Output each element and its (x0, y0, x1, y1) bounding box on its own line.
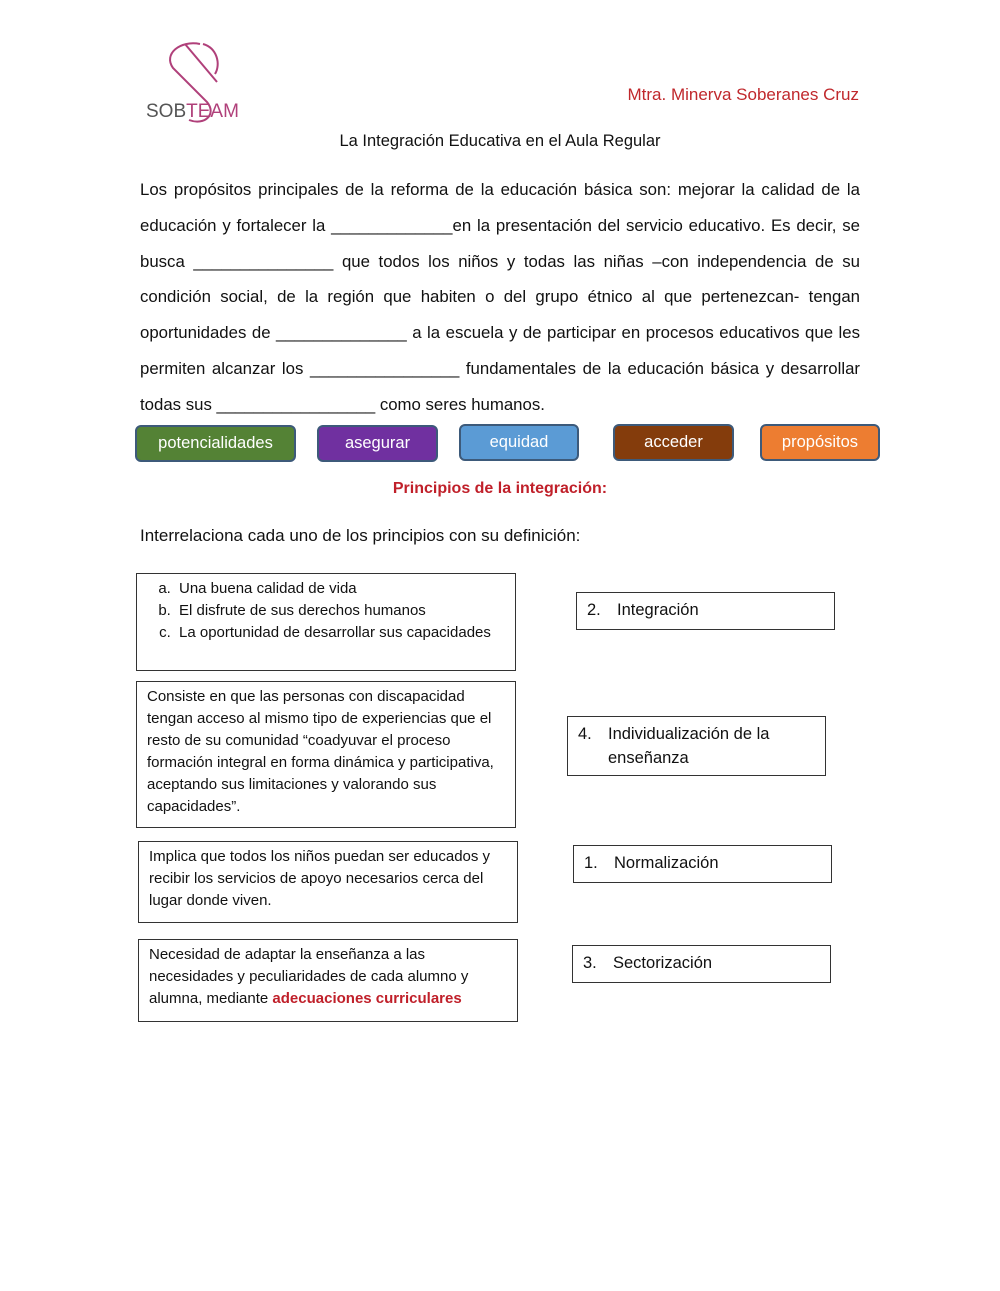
definition-box-1[interactable] (136, 573, 516, 671)
logo-text (146, 101, 239, 123)
word-chip-propositos[interactable]: propósitos (760, 424, 880, 461)
definition-text: Consiste en que las personas con discapacidad tengan acceso al mismo tipo de experiencias que el resto de su comunidad “coadyuvar el proceso formación integral en forma dinámica y participativa, aceptando sus limitaciones y valorando sus capacidades”. (147, 688, 494, 815)
word-chip-acceder[interactable]: acceder (613, 424, 734, 461)
principle-label: Normalización (614, 854, 719, 872)
principle-box-integracion[interactable] (576, 592, 835, 630)
principle-number: 4. (578, 725, 592, 743)
definition-box-2[interactable] (136, 681, 516, 828)
principle-label: Sectorización (613, 954, 713, 972)
instruction-text: Interrelaciona cada uno de los principios con su definición: (140, 526, 581, 545)
page-title: La Integración Educativa en el Aula Regular (339, 132, 661, 150)
definition-box-3[interactable] (138, 841, 518, 923)
principle-number: 1. (584, 854, 598, 872)
fill-blank-paragraph[interactable] (140, 172, 860, 423)
principle-box-individualizacion[interactable] (567, 716, 826, 776)
logo-text-a: SOB (146, 101, 187, 122)
definition-box-4[interactable] (138, 939, 518, 1022)
principle-box-sectorizacion[interactable] (572, 945, 831, 983)
definition-item: a. Una buena calidad de vida (175, 578, 505, 600)
definition-item: c. La oportunidad de desarrollar sus capacidades (175, 622, 505, 644)
highlight-text: adecuaciones curriculares (272, 990, 462, 1007)
principle-label: Integración (617, 601, 699, 619)
principle-label: Individualización de la enseñanza (608, 725, 770, 767)
logo-text-b: TEAM (186, 101, 239, 122)
paragraph-text: Los propósitos principales de la reforma de la educación básica son: mejorar la calidad de la educación y fortalecer la _____________en la presentación del servicio educativo. Es decir, se busca _______________ que todos los niños y todas las niñas –con independencia de su condición social, de la región que habiten o del grupo étnico al que pertenezcan- tengan oportunidades de ______________ a la escuela y de participar en procesos educativos que les permiten alcanzar los ________________ fundamentales de la educación básica y desarrollar todas sus _________________ como seres humanos. (140, 180, 860, 414)
section-subtitle: Principios de la integración: (392, 480, 608, 497)
definition-text: Necesidad de adaptar la enseñanza a las necesidades y peculiaridades de cada alumno y alumna, mediante (149, 946, 469, 1007)
word-chip-potencialidades[interactable]: potencialidades (135, 425, 296, 462)
word-chip-asegurar[interactable]: asegurar (317, 425, 438, 462)
definition-item: b. El disfrute de sus derechos humanos (175, 600, 505, 622)
definition-text: Implica que todos los niños puedan ser educados y recibir los servicios de apoyo necesarios cerca del lugar donde viven. (149, 848, 491, 909)
author-name: Mtra. Minerva Soberanes Cruz (627, 85, 859, 104)
principle-number: 3. (583, 954, 597, 972)
principle-number: 2. (587, 601, 601, 619)
word-chip-equidad[interactable]: equidad (459, 424, 579, 461)
principle-box-normalizacion[interactable] (573, 845, 832, 883)
